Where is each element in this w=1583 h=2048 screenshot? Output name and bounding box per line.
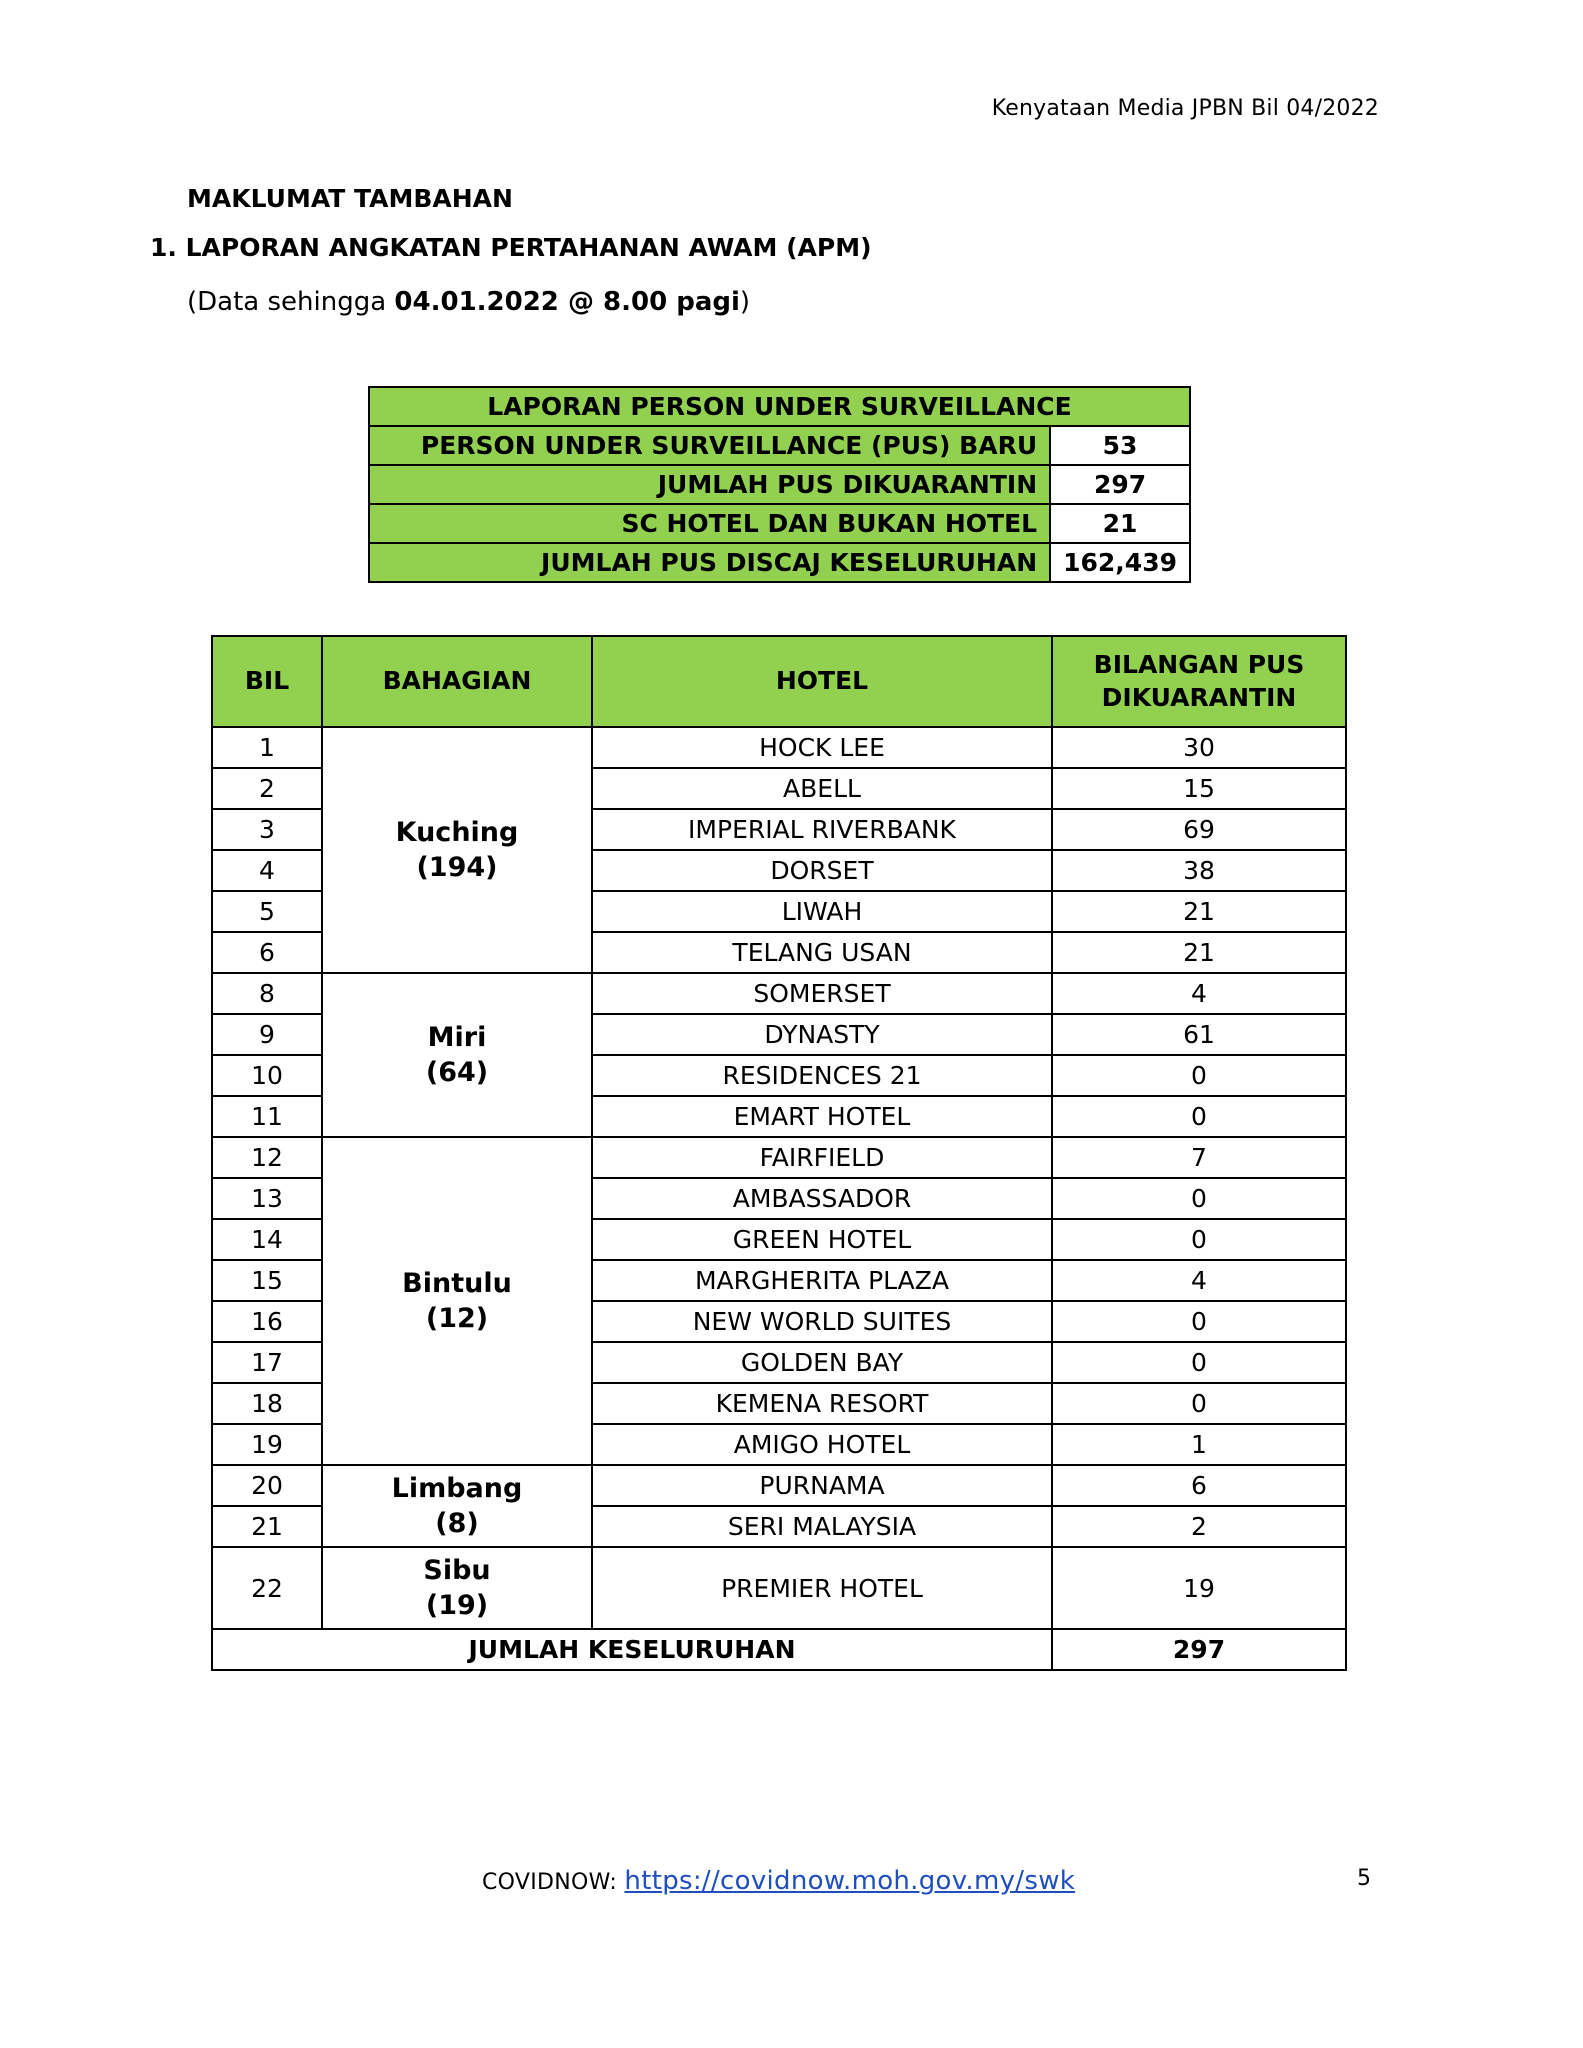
total-value: 297 — [1052, 1629, 1346, 1670]
bil-cell: 12 — [212, 1137, 322, 1178]
summary-value: 21 — [1050, 504, 1190, 543]
bil-cell: 5 — [212, 891, 322, 932]
bil-cell: 21 — [212, 1506, 322, 1547]
hotel-cell: RESIDENCES 21 — [592, 1055, 1052, 1096]
section-title: MAKLUMAT TAMBAHAN — [187, 184, 513, 213]
hotel-cell: EMART HOTEL — [592, 1096, 1052, 1137]
summary-label: JUMLAH PUS DIKUARANTIN — [369, 465, 1050, 504]
bil-cell: 9 — [212, 1014, 322, 1055]
bil-cell: 1 — [212, 727, 322, 768]
count-cell: 0 — [1052, 1301, 1346, 1342]
count-cell: 0 — [1052, 1096, 1346, 1137]
count-cell: 19 — [1052, 1547, 1346, 1629]
division-name: Limbang — [391, 1472, 523, 1504]
hotel-cell: FAIRFIELD — [592, 1137, 1052, 1178]
bil-cell: 6 — [212, 932, 322, 973]
hotel-cell: MARGHERITA PLAZA — [592, 1260, 1052, 1301]
bil-cell: 4 — [212, 850, 322, 891]
pus-summary-table — [368, 386, 1191, 583]
bil-cell: 8 — [212, 973, 322, 1014]
bil-cell: 3 — [212, 809, 322, 850]
hotel-quarantine-table — [211, 635, 1347, 1671]
bil-cell: 19 — [212, 1424, 322, 1465]
count-cell: 38 — [1052, 850, 1346, 891]
count-cell: 6 — [1052, 1465, 1346, 1506]
document-reference: Kenyataan Media JPBN Bil 04/2022 — [991, 96, 1379, 121]
hotel-cell: GOLDEN BAY — [592, 1342, 1052, 1383]
summary-row — [369, 543, 1190, 582]
page-number: 5 — [1357, 1866, 1371, 1891]
footer-label: COVIDNOW: — [482, 1870, 625, 1895]
table-row — [212, 973, 1346, 1014]
summary-value: 162,439 — [1050, 543, 1190, 582]
table-row — [212, 727, 1346, 768]
bil-cell: 16 — [212, 1301, 322, 1342]
summary-label: PERSON UNDER SURVEILLANCE (PUS) BARU — [369, 426, 1050, 465]
division-name: Bintulu — [402, 1267, 512, 1299]
header-count: BILANGAN PUS DIKUARANTIN — [1052, 636, 1346, 727]
division-total: (12) — [425, 1303, 489, 1334]
hotel-cell: HOCK LEE — [592, 727, 1052, 768]
division-total: (64) — [425, 1057, 489, 1088]
count-cell: 0 — [1052, 1178, 1346, 1219]
header-hotel: HOTEL — [592, 636, 1052, 727]
count-cell: 4 — [1052, 973, 1346, 1014]
summary-row — [369, 426, 1190, 465]
note-date: 04.01.2022 @ 8.00 pagi — [394, 287, 740, 317]
bil-cell: 20 — [212, 1465, 322, 1506]
hotel-cell: LIWAH — [592, 891, 1052, 932]
division-total: (194) — [416, 852, 498, 883]
summary-value: 53 — [1050, 426, 1190, 465]
total-row — [212, 1629, 1346, 1670]
hotel-cell: KEMENA RESORT — [592, 1383, 1052, 1424]
total-label: JUMLAH KESELURUHAN — [212, 1629, 1052, 1670]
hotel-cell: GREEN HOTEL — [592, 1219, 1052, 1260]
bil-cell: 13 — [212, 1178, 322, 1219]
count-cell: 69 — [1052, 809, 1346, 850]
division-total: (19) — [425, 1590, 489, 1621]
count-cell: 0 — [1052, 1219, 1346, 1260]
count-cell: 2 — [1052, 1506, 1346, 1547]
hotel-cell: SOMERSET — [592, 973, 1052, 1014]
division-cell — [322, 1137, 592, 1465]
division-total: (8) — [435, 1508, 479, 1539]
count-cell: 0 — [1052, 1383, 1346, 1424]
hotel-cell: IMPERIAL RIVERBANK — [592, 809, 1052, 850]
hotel-cell: SERI MALAYSIA — [592, 1506, 1052, 1547]
count-cell: 30 — [1052, 727, 1346, 768]
division-name: Kuching — [395, 816, 519, 848]
hotel-cell: AMIGO HOTEL — [592, 1424, 1052, 1465]
bil-cell: 14 — [212, 1219, 322, 1260]
count-cell: 21 — [1052, 932, 1346, 973]
table-row — [212, 1137, 1346, 1178]
hotel-cell: TELANG USAN — [592, 932, 1052, 973]
count-cell: 7 — [1052, 1137, 1346, 1178]
bil-cell: 18 — [212, 1383, 322, 1424]
header-bahagian: BAHAGIAN — [322, 636, 592, 727]
division-name: Miri — [427, 1021, 487, 1053]
division-name: Sibu — [423, 1554, 491, 1586]
covidnow-link[interactable]: https://covidnow.moh.gov.my/swk — [624, 1866, 1076, 1896]
division-cell — [322, 1465, 592, 1547]
bil-cell: 10 — [212, 1055, 322, 1096]
count-cell: 0 — [1052, 1342, 1346, 1383]
summary-row — [369, 504, 1190, 543]
hotel-cell: PREMIER HOTEL — [592, 1547, 1052, 1629]
hotel-cell: AMBASSADOR — [592, 1178, 1052, 1219]
division-cell — [322, 1547, 592, 1629]
bil-cell: 15 — [212, 1260, 322, 1301]
hotel-cell: DORSET — [592, 850, 1052, 891]
summary-value: 297 — [1050, 465, 1190, 504]
hotel-cell: DYNASTY — [592, 1014, 1052, 1055]
division-cell — [322, 973, 592, 1137]
summary-row — [369, 465, 1190, 504]
note-suffix: ) — [739, 287, 751, 317]
count-cell: 15 — [1052, 768, 1346, 809]
table-row — [212, 1547, 1346, 1629]
count-cell: 21 — [1052, 891, 1346, 932]
hotel-cell: ABELL — [592, 768, 1052, 809]
hotel-cell: NEW WORLD SUITES — [592, 1301, 1052, 1342]
division-cell — [322, 727, 592, 973]
bil-cell: 11 — [212, 1096, 322, 1137]
table-header-row — [212, 636, 1346, 727]
summary-title: LAPORAN PERSON UNDER SURVEILLANCE — [369, 387, 1190, 426]
summary-label: SC HOTEL DAN BUKAN HOTEL — [369, 504, 1050, 543]
count-cell: 4 — [1052, 1260, 1346, 1301]
data-date-note — [187, 287, 750, 317]
footer — [482, 1866, 1075, 1896]
section-heading: 1. LAPORAN ANGKATAN PERTAHANAN AWAM (APM) — [150, 233, 872, 262]
hotel-cell: PURNAMA — [592, 1465, 1052, 1506]
bil-cell: 2 — [212, 768, 322, 809]
bil-cell: 22 — [212, 1547, 322, 1629]
header-bil: BIL — [212, 636, 322, 727]
summary-label: JUMLAH PUS DISCAJ KESELURUHAN — [369, 543, 1050, 582]
note-prefix: (Data sehingga — [187, 287, 395, 317]
table-row — [212, 1465, 1346, 1506]
count-cell: 61 — [1052, 1014, 1346, 1055]
count-cell: 1 — [1052, 1424, 1346, 1465]
bil-cell: 17 — [212, 1342, 322, 1383]
count-cell: 0 — [1052, 1055, 1346, 1096]
